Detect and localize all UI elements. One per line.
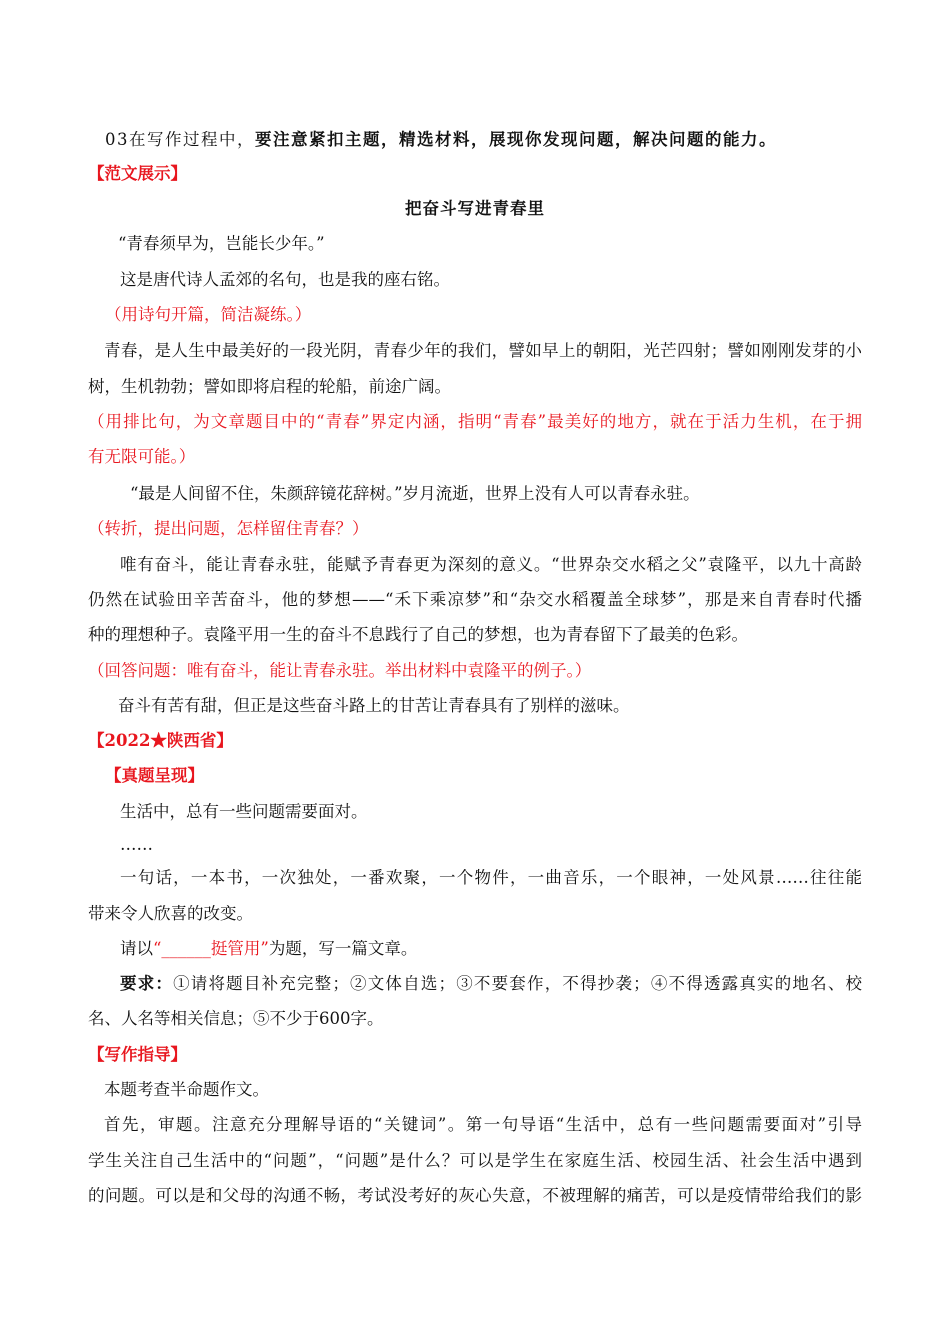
exam-subheading: 【真题呈现】: [105, 766, 204, 785]
essay-paragraph: 仍然在试验田辛苦奋斗，他的梦想——“禾下乘凉梦”和“杂交水稻覆盖全球梦”，那是来自青春时代播: [88, 590, 862, 609]
exam-requirements-cont: 名、人名等相关信息；⑤不少于600字。: [88, 1009, 384, 1028]
requirements-text: ①请将题目补充完整；②文体自选；③不要套作，不得抄袭；④不得透露真实的地名、校: [173, 974, 863, 993]
guide-text: 的问题。可以是和父母的沟通不畅，考试没考好的灰心失意，不被理解的痛苦，可以是疫情带给我们的影: [88, 1186, 862, 1205]
exam-prompt-post: 为题，写一篇文章。: [268, 939, 418, 958]
commentary: 有无限可能。）: [88, 447, 196, 466]
essay-title: 把奋斗写进青春里: [405, 199, 545, 218]
exam-text: 一句话，一本书，一次独处，一番欢聚，一个物件，一曲音乐，一个眼神，一处风景……往往能: [120, 868, 862, 887]
essay-paragraph: 这是唐代诗人孟郊的名句，也是我的座右铭。: [120, 270, 450, 289]
essay-paragraph: 奋斗有苦有甜，但正是这些奋斗路上的甘苦让青春具有了别样的滋味。: [118, 696, 630, 715]
sample-heading: 【范文展示】: [88, 164, 187, 183]
exam-text: ……: [120, 835, 153, 854]
point-03: [105, 128, 777, 152]
essay-paragraph: 青春，是人生中最美好的一段光阴，青春少年的我们，譬如早上的朝阳，光芒四射；譬如刚刚发芽的小: [104, 341, 862, 360]
guide-heading: 【写作指导】: [88, 1045, 187, 1064]
exam-prompt: [120, 937, 417, 961]
commentary: （回答问题：唯有奋斗，能让青春永驻。举出材料中袁隆平的例子。）: [88, 661, 592, 680]
point-03-bold: 要注意紧扣主题，精选材料，展现你发现问题，解决问题的能力。: [255, 130, 777, 149]
essay-paragraph: 种的理想种子。袁隆平用一生的奋斗不息践行了自己的梦想，也为青春留下了最美的色彩。: [88, 625, 748, 644]
exam-text: 带来令人欣喜的改变。: [88, 904, 253, 923]
essay-paragraph: 树，生机勃勃；譬如即将启程的轮船，前途广阔。: [88, 377, 451, 396]
commentary: （转折，提出问题，怎样留住青春？）: [88, 519, 369, 538]
commentary: （用排比句，为文章题目中的“青春”界定内涵，指明“青春”最美好的地方，就在于活力生机，在于拥: [88, 412, 862, 431]
exam-prompt-blank: “______挺管用”: [153, 939, 269, 958]
guide-text: 本题考查半命题作文。: [104, 1080, 269, 1099]
exam-prompt-pre: 请以: [120, 939, 153, 958]
essay-paragraph: “青春须早为，岂能长少年。”: [118, 234, 325, 253]
commentary: （用诗句开篇，简洁凝练。）: [105, 305, 312, 324]
exam-text: 生活中，总有一些问题需要面对。: [120, 802, 368, 821]
guide-text: 学生关注自己生活中的“问题”，“问题”是什么？可以是学生在家庭生活、校园生活、社会生活中遇到: [88, 1151, 862, 1170]
exam-heading: 【2022★陕西省】: [88, 731, 233, 750]
point-03-prefix: 03在写作过程中，: [105, 130, 255, 149]
guide-text: 首先，审题。注意充分理解导语的“关键词”。第一句导语“生活中，总有一些问题需要面对”引导: [104, 1115, 862, 1134]
essay-paragraph: 唯有奋斗，能让青春永驻，能赋予青春更为深刻的意义。“世界杂交水稻之父”袁隆平，以九十高龄: [120, 555, 862, 574]
essay-paragraph: “最是人间留不住，朱颜辞镜花辞树。”岁月流逝，世界上没有人可以青春永驻。: [130, 484, 700, 503]
requirements-label: 要求：: [120, 974, 174, 993]
exam-requirements: [120, 972, 862, 996]
